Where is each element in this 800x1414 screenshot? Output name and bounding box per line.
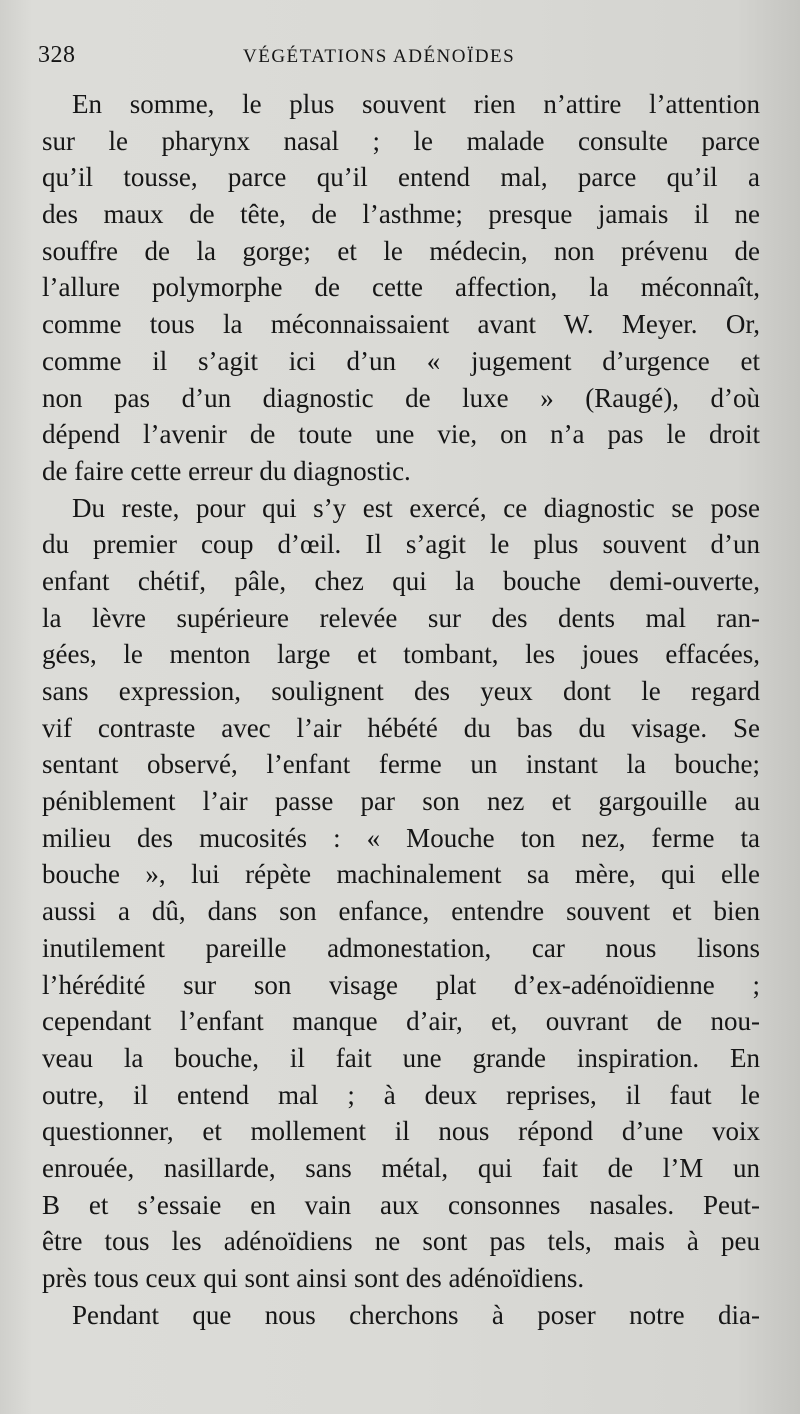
text-line: aussi a dû, dans son enfance, entendre souvent et bien — [42, 896, 760, 927]
text-line: inutilement pareille admonestation, car nous lisons — [42, 932, 760, 963]
text-line: non pas d’un diagnostic de luxe » (Raugé), d’où — [42, 382, 760, 413]
text-line: l’allure polymorphe de cette affection, la méconnaît, — [42, 272, 760, 303]
text-line: l’hérédité sur son visage plat d’ex-adénoïdienne ; — [42, 969, 760, 1000]
text-line: des maux de tête, de l’asthme; presque jamais il ne — [42, 199, 760, 230]
text-body — [42, 86, 760, 1333]
text-line: veau la bouche, il fait une grande inspiration. En — [42, 1042, 760, 1073]
text-line: près tous ceux qui sont ainsi sont des adénoïdiens. — [42, 1263, 585, 1293]
text-line: questionner, et mollement il nous répond d’une voix — [42, 1116, 760, 1147]
text-line: cependant l’enfant manque d’air, et, ouvrant de nou- — [42, 1006, 760, 1037]
running-head — [38, 42, 758, 76]
text-line: être tous les adénoïdiens ne sont pas tels, mais à peu — [42, 1226, 760, 1257]
text-line: souffre de la gorge; et le médecin, non prévenu de — [42, 235, 760, 266]
text-line: sentant observé, l’enfant ferme un instant la bouche; — [42, 749, 760, 780]
text-line: qu’il tousse, parce qu’il entend mal, parce qu’il a — [42, 162, 760, 193]
text-line: En somme, le plus souvent rien n’attire l’attention — [72, 89, 760, 119]
text-line: gées, le menton large et tombant, les joues effacées, — [42, 639, 760, 670]
running-title: VÉGÉTATIONS ADÉNOÏDES — [243, 46, 516, 67]
text-line: du premier coup d’œil. Il s’agit le plus souvent d’un — [42, 529, 760, 560]
text-line: enrouée, nasillarde, sans métal, qui fait de l’M un — [42, 1152, 760, 1183]
text-line: enfant chétif, pâle, chez qui la bouche demi-ouverte, — [42, 565, 760, 596]
text-line: de faire cette erreur du diagnostic. — [42, 455, 411, 486]
text-line: Du reste, pour qui s’y est exercé, ce diagnostic se pose — [72, 492, 760, 523]
text-line: Pendant que nous cherchons à poser notre dia- — [72, 1299, 760, 1330]
page-number: 328 — [38, 42, 76, 68]
text-line: péniblement l’air passe par son nez et gargouille au — [42, 786, 760, 817]
text-line: comme il s’agit ici d’un « jugement d’urgence et — [42, 345, 760, 376]
text-line: vif contraste avec l’air hébété du bas du visage. Se — [42, 712, 760, 743]
text-line: milieu des mucosités : « Mouche ton nez, ferme ta — [42, 822, 760, 853]
text-line: sur le pharynx nasal ; le malade consulte parce — [42, 125, 760, 156]
text-line: outre, il entend mal ; à deux reprises, il faut le — [42, 1079, 760, 1110]
text-line: dépend l’avenir de toute une vie, on n’a pas le droit — [42, 419, 760, 450]
text-line: comme tous la méconnaissaient avant W. Meyer. Or, — [42, 309, 760, 340]
text-line: la lèvre supérieure relevée sur des dents mal ran- — [42, 602, 760, 633]
text-line: B et s’essaie en vain aux consonnes nasales. Peut- — [42, 1189, 760, 1220]
text-line: sans expression, soulignent des yeux dont le regard — [42, 676, 760, 706]
text-line: bouche », lui répète machinalement sa mère, qui elle — [42, 859, 760, 890]
